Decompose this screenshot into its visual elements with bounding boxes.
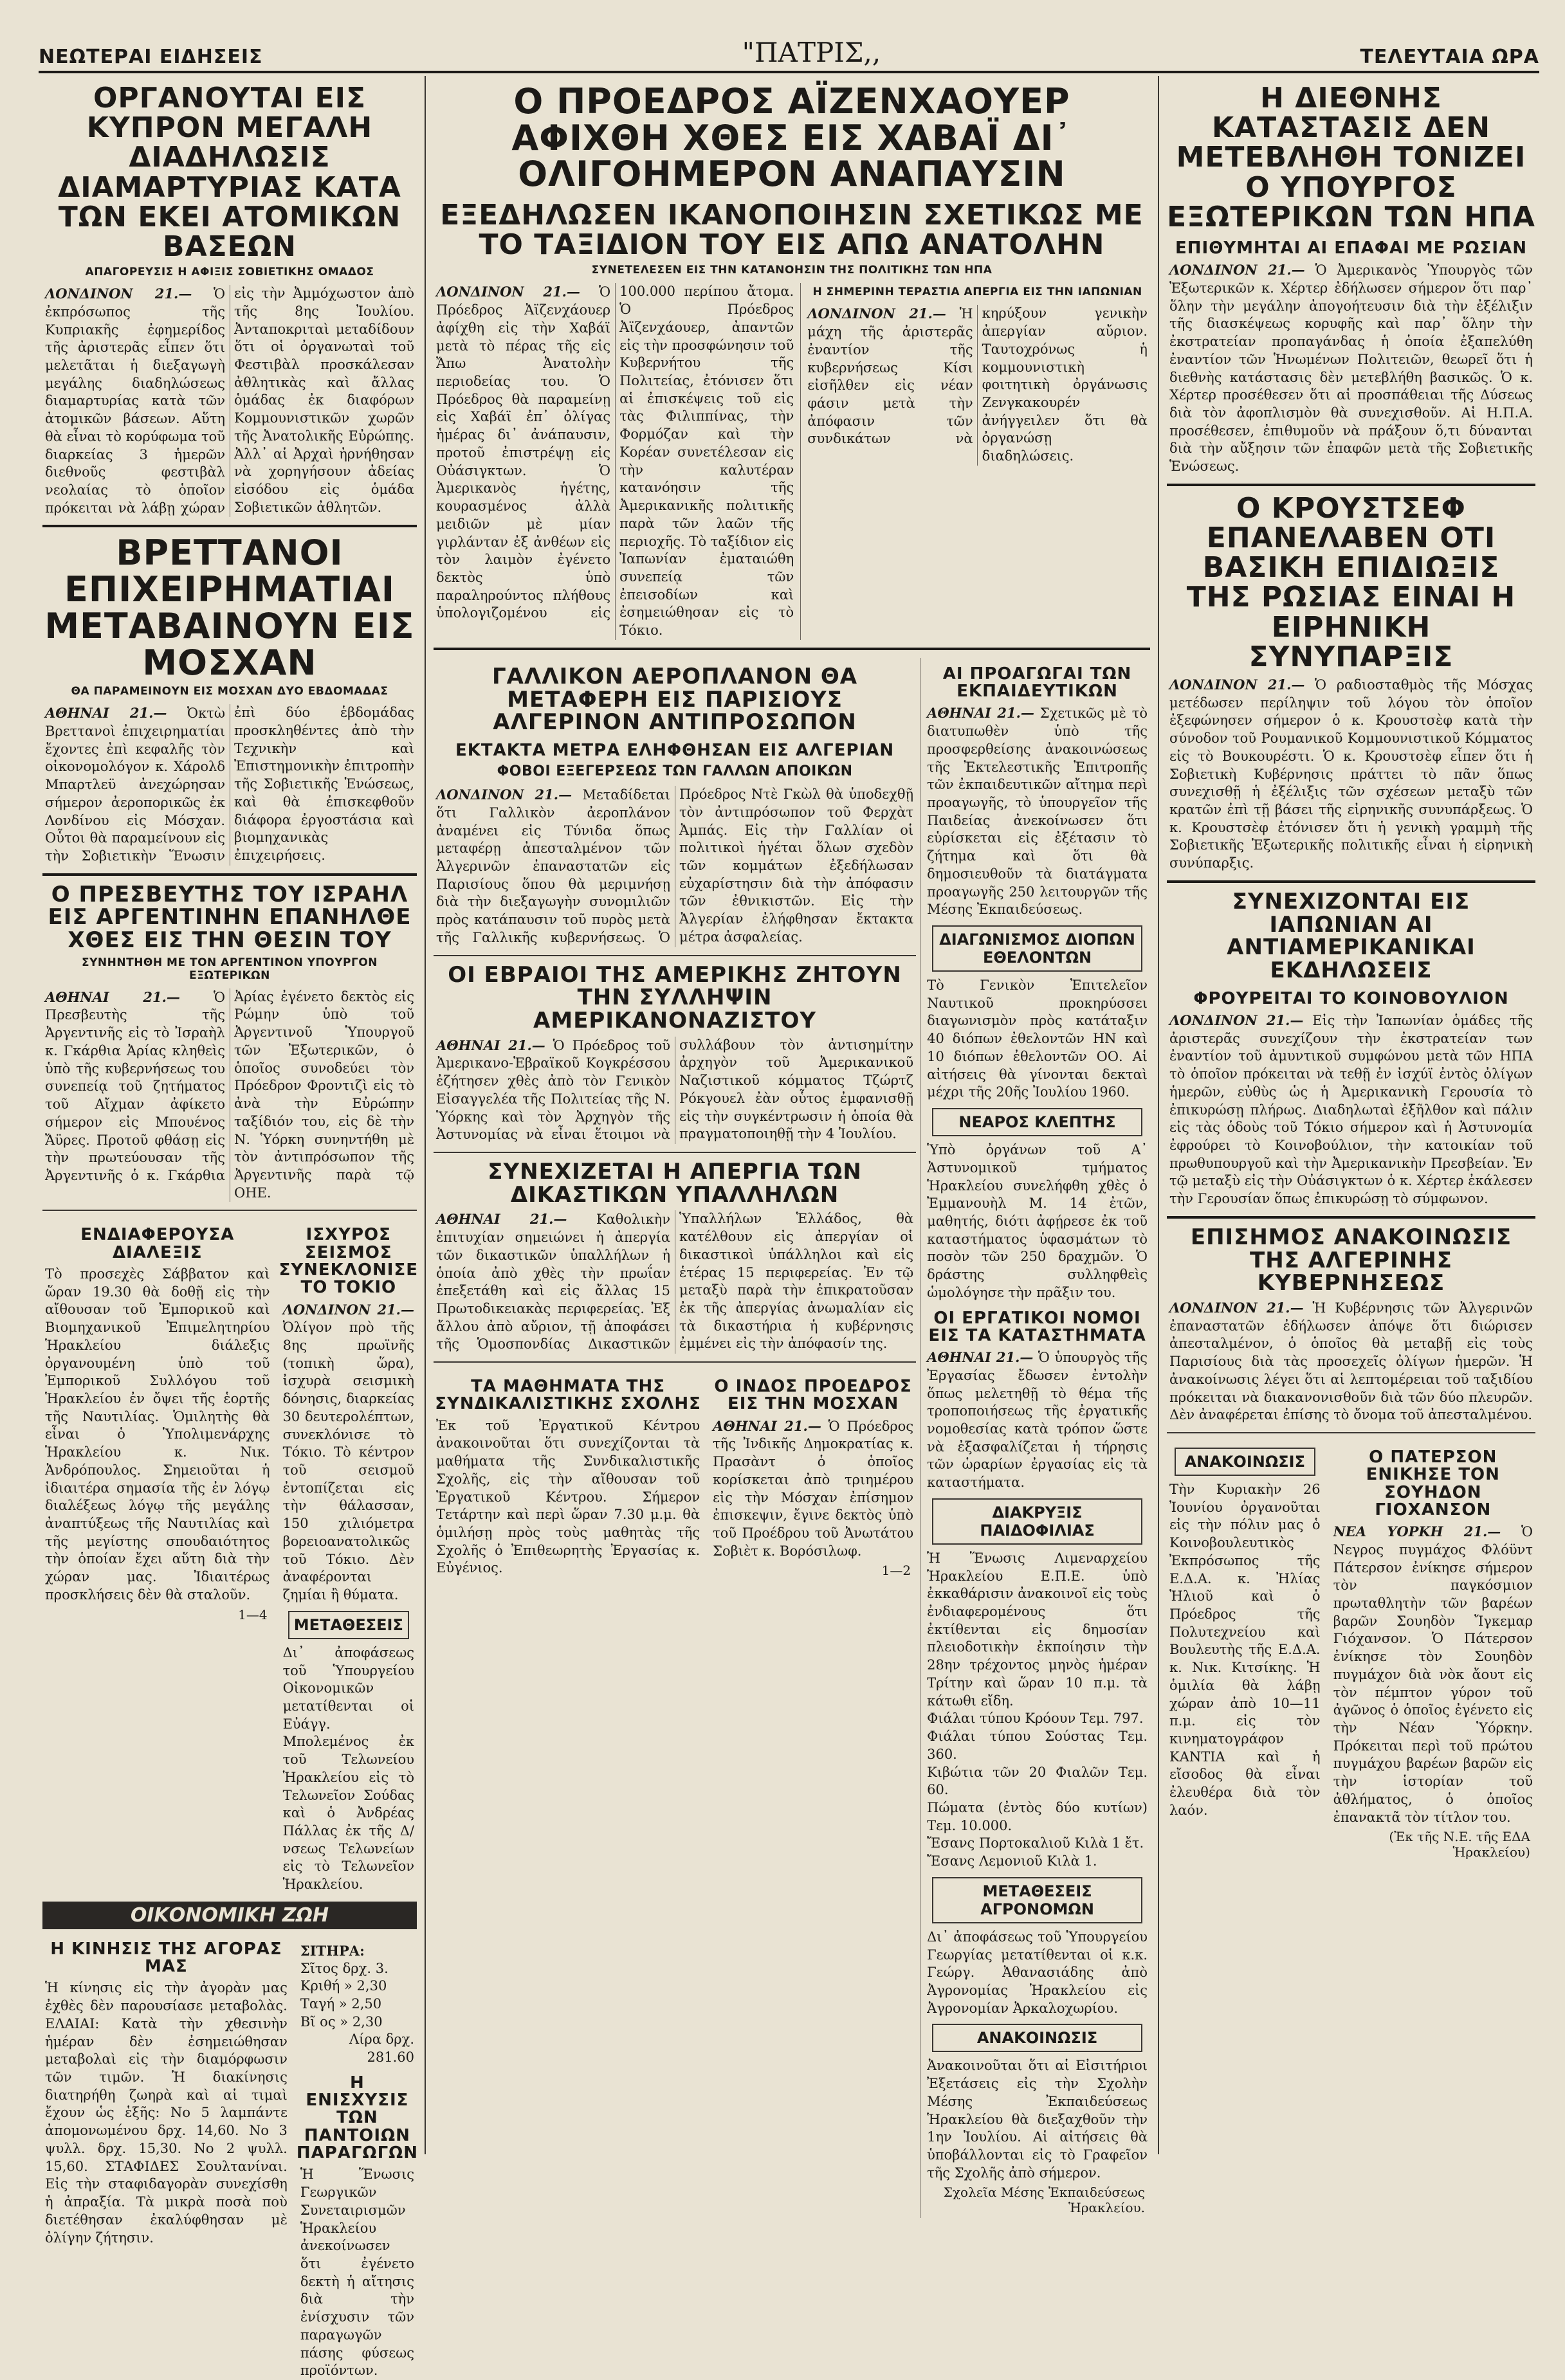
divider	[434, 648, 1150, 650]
grain-row: Κριθή » 2,30	[300, 1978, 387, 1994]
dateline: ΛΟΝΔΙΝΟΝ 21.—	[807, 305, 946, 322]
article-body	[927, 1349, 1148, 1492]
grain-row: Σῖτος δρχ. 3.	[300, 1960, 389, 1976]
center-lower	[430, 658, 1154, 2219]
article-body: Ἡ Ἕνωσις Γεωργικῶν Συνεταιρισμῶν Ἡρακλείου ἀνεκοίνωσεν ὅτι ἐγένετο δεκτὴ ἡ αἴτησις διὰ τὴν ἐνίσχυσιν τῶν παραγωγῶν πάσης φύσεως προϊόντων.	[300, 2167, 414, 2379]
article-signature: Σχολεῖα Μέσης Ἐκπαιδεύσεως Ἡρακλείου.	[943, 2185, 1145, 2216]
article-teachers	[920, 666, 1154, 919]
headline: ΓΑΛΛΙΚΟΝ ΑΕΡΟΠΛΑΝΟΝ ΘΑ ΜΕΤΑΦΕΡΗ ΕΙΣ ΠΑΡΙΣΙΟΥΣ ΑΛΓΕΡΙΝΟΝ ΑΝΤΙΠΡΟΣΩΠΟΝ	[491, 663, 858, 736]
center-lower-right	[920, 658, 1154, 2219]
list-item: Φιάλαι τύπου Σούστας Τεμ. 360.	[927, 1729, 1148, 1762]
article-international	[1163, 84, 1539, 476]
page-header	[39, 23, 1539, 68]
divider	[434, 1361, 916, 1363]
subheadline: ΕΠΙΘΥΜΗΤΑΙ ΑΙ ΕΠΑΦΑΙ ΜΕ ΡΩΣΙΑΝ	[1175, 238, 1527, 258]
boxed-headline: ΑΝΑΚΟΙΝΩΣΙΣ	[932, 2024, 1142, 2052]
article-body	[1169, 1012, 1533, 1208]
article-text: Ἡ μάχη τῆς ἀριστερᾶς ἐναντίον τῆς κυβερνήσεως Κίσι εἰσῆλθεν εἰς νέαν φάσιν μετὰ τὴν ἀπόφασιν τῶν συνδικάτων νὰ κηρύξουν γενικὴν ἀπεργίαν αὔριον. Ταυτοχρόνως ἡ κομμουνιστικὴ φοιτητικὴ ὀργάνωσις Ζενγκακουρέν ἀνήγγειλεν ὅτι θὰ ὀργανώσῃ διαδηλώσεις.	[807, 305, 1148, 464]
article-algerian-govt	[1163, 1226, 1539, 1424]
subheadline: ΣΥΝΕΤΕΛΕΣΕΝ ΕΙΣ ΤΗΝ ΚΑΤΑΝΟΗΣΙΝ ΤΗΣ ΠΟΛΙΤΙΚΗΣ ΤΩΝ ΗΠΑ	[591, 264, 993, 277]
article-announcement	[1163, 1441, 1327, 1862]
article-body: Ἡ Ἕνωσις Λιμεναρχείου Ἡρακλείου Ε.Π.Ε. ὑπὸ ἐκκαθάρισιν ἀνακοινοῖ εἰς τοὺς ἐνδιαφερομένους ὅτι ἐκτίθενται εἰς δημοσίαν πλειοδοτικὴν ἐκποίησιν τὴν 28ην τρέχοντος μηνὸς ἡμέραν Τρίτην καὶ ὥραν 10 π.μ. τὰ κάτωθι εἴδη.	[927, 1550, 1148, 1709]
article-signature: (Ἐκ τῆς Ν.Ε. τῆς ΕΔΑ Ἡρακλείου)	[1389, 1829, 1530, 1860]
headline: Ο ΚΡΟΥΣΤΣΕΦ ΕΠΑΝΕΛΑΒΕΝ ΟΤΙ ΒΑΣΙΚΗ ΕΠΙΔΙΩΞΙΣ ΤΗΣ ΡΩΣΙΑΣ ΕΙΝΑΙ Η ΕΙΡΗΝΙΚΗ ΣΥΝΥΠΑΡΞΙΣ	[1186, 491, 1516, 673]
dateline: ΛΟΝΔΙΝΟΝ 21.—	[45, 286, 192, 302]
header-rule	[39, 71, 1539, 73]
headline: ΕΞΕΔΗΛΩΣΕΝ ΙΚΑΝΟΠΟΙΗΣΙΝ ΣΧΕΤΙΚΩΣ ΜΕ ΤΟ ΤΑΞΙΔΙΟΝ ΤΟΥ ΕΙΣ ΑΠΩ ΑΝΑΤΟΛΗΝ	[440, 199, 1144, 262]
article-text: Ὀλίγον πρὸ τῆς 8ης πρωϊνῆς (τοπικὴ ὥρα), ἰσχυρὰ σεισμικὴ δόνησις, διαρκείας 30 δευτερολέπτων, συνεκλόνισε τὸ Τόκιο. Τὸ κέντρον τοῦ σεισμοῦ ἐντοπίζεται εἰς τὴν θάλασσαν, 150 χιλιόμετρα βορειοανατολικῶς τοῦ Τόκιο. Δὲν ἀναφέρονται ζημίαι ἢ θύματα.	[282, 1320, 414, 1603]
right-stack	[277, 1219, 421, 1893]
headline: ΒΡΕΤΤΑΝΟΙ ΕΠΙΧΕΙΡΗΜΑΤΙΑΙ ΜΕΤΑΒΑΙΝΟΥΝ ΕΙΣ ΜΟΣΧΑΝ	[44, 532, 415, 683]
article-american-jews	[430, 961, 920, 1144]
headline: Ο ΠΡΟΕΔΡΟΣ ΑΪΖΕΝΧΑΟΥΕΡ ΑΦΙΧΘΗ ΧΘΕΣ ΕΙΣ ΧΑΒΑΪ ΔΙ᾽ ΟΛΙΓΟΗΜΕΡΟΝ ΑΝΑΠΑΥΣΙΝ	[511, 81, 1072, 195]
grain-title: ΣΙΤΗΡΑ:	[300, 1942, 365, 1959]
masthead: "ΠΑΤΡΙΣ,,	[742, 37, 881, 68]
divider	[434, 955, 916, 956]
boxed-headline: ΜΕΤΑΘΕΣΕΙΣ ΑΓΡΟΝΟΜΩΝ	[932, 1877, 1142, 1923]
article-body: Ἐκ τοῦ Ἐργατικοῦ Κέντρου ἀνακοινοῦται ὅτι συνεχίζονται τὰ μαθήματα τῆς Συνδικαλιστικῆς Σχολῆς, εἰς τὴν αἴθουσαν τοῦ Ἐργατικοῦ Κέντρου. Σήμερον Τετάρτην καὶ περὶ ὥραν 7.30 μ.μ. θὰ ὁμιλήσῃ πρὸς τοὺς μαθητὰς τῆς Σχολῆς ὁ Ἐπιθεωρητὴς Ἐργασίας κ. Εὐγένιος.	[436, 1417, 700, 1576]
japan-box	[800, 283, 1154, 639]
divider	[434, 1152, 916, 1153]
article-text: Ὁ ὑπουργὸς τῆς Ἐργασίας ἔδωσεν ἐντολὴν ὅπως μελετηθῇ τὸ θέμα τῆς τροποποιήσεως τῆς ἐργατικῆς νομοθεσίας κατὰ τρόπον ὥστε νὰ ἐξασφαλίζεται ἡ τήρησις τῶν ὡραρίων ἐργασίας εἰς τὰ καταστήματα.	[927, 1350, 1148, 1491]
list-item: Πώματα (ἐντὸς δύο κυτίων) Τεμ. 10.000.	[927, 1799, 1148, 1833]
article-body	[45, 988, 414, 1203]
article-body: Δι᾽ ἀποφάσεως τοῦ Ὑπουργείου Γεωργίας μετατίθενται οἱ κ.κ. Γεώργ. Ἀθανασιάδης ἀπὸ Ἀγρονομίας Ἡρακλείου εἰς Ἀγρονομίαν Ἀρκαλοχωρίου.	[927, 1929, 1148, 2016]
subheadline: ΣΥΝΗΝΤΗΘΗ ΜΕ ΤΟΝ ΑΡΓΕΝΤΙΝΟΝ ΥΠΟΥΡΓΟΝ ΕΞΩΤΕΡΙΚΩΝ	[82, 956, 378, 982]
headline: ΑΙ ΠΡΟΑΓΩΓΑΙ ΤΩΝ ΕΚΠΑΙΔΕΥΤΙΚΩΝ	[942, 664, 1132, 702]
section-label-right: ΤΕΛΕΥΤΑΙΑ ΩΡΑ	[1360, 46, 1539, 68]
article-body	[807, 305, 1148, 465]
article-body: Τὸ προσεχὲς Σάββατον καὶ ὥραν 19.30 θὰ δοθῇ εἰς τὴν αἴθουσαν τοῦ Ἐμπορικοῦ καὶ Βιομηχανικοῦ Ἐπιμελητηρίου Ἡρακλείου διάλεξις ὀργανουμένη ὑπὸ τοῦ Ἐμπορικοῦ Συλλόγου τοῦ Ἡρακλείου ἐν ὄψει τῆς ἑορτῆς τῆς Ναυτιλίας. Ὁμιλητὴς θὰ εἶναι ὁ Ὑπολιμενάρχης Ἡρακλείου κ. Νικ. Ἀνδρόπουλος. Σημειοῦται ἡ ἰδιαιτέρα σημασία τῆς ἐν λόγῳ διαλέξεως λόγῳ τῆς μεγάλης ἀναπτύξεως τῆς Ναυτιλίας καὶ τῆς μεγίστης σπουδαιότητος τὴν ὁποίαν ἔχει αὕτη διὰ τὴν χώραν μας. Ἰδιαιτέρως προσκλήσεις δὲν θὰ σταλοῦν.	[45, 1266, 270, 1603]
divider	[1167, 880, 1535, 883]
grain-row: Ταγή » 2,50	[300, 1996, 382, 2012]
headline: ΙΣΧΥΡΟΣ ΣΕΙΣΜΟΣ ΣΥΝΕΚΛΟΝΙΣΕ ΤΟ ΤΟΚΙΟ	[279, 1225, 418, 1298]
eisenhower-row	[430, 283, 1154, 639]
list-item: Ἔσανς Λεμονιοῦ Κιλὰ 1.	[927, 1853, 1097, 1869]
dateline: ΝΕΑ ΥΟΡΚΗ 21.—	[1333, 1523, 1501, 1540]
two-article-row	[39, 1219, 421, 1893]
article-body	[927, 704, 1148, 919]
grain-table	[294, 1933, 421, 2380]
dateline: ΑΘΗΝΑΙ 21.—	[436, 1211, 567, 1228]
article-union-school	[430, 1370, 706, 1581]
gold-price: Λίρα δρχ. 281.60	[349, 2031, 414, 2066]
article-signature: 1—4	[238, 1606, 268, 1622]
article-lecture	[39, 1219, 277, 1893]
dateline: ΑΘΗΝΑΙ 21.—	[45, 705, 167, 722]
article-signature: 1—2	[881, 1563, 911, 1579]
divider	[42, 1210, 417, 1211]
column-rule	[1158, 76, 1159, 2154]
article-body	[436, 1210, 913, 1354]
headline: ΣΥΝΕΧΙΖΕΤΑΙ Η ΑΠΕΡΓΙΑ ΤΩΝ ΔΙΚΑΣΤΙΚΩΝ ΥΠΑΛΛΗΛΩΝ	[488, 1159, 862, 1208]
subheadline: Η ΣΗΜΕΡΙΝΗ ΤΕΡΑΣΤΙΑ ΑΠΕΡΓΙΑ ΕΙΣ ΤΗΝ ΙΑΠΩΝΙΑΝ	[812, 286, 1142, 299]
economy-row	[39, 1933, 421, 2380]
article-text: Ἡ Κυβέρνησις τῶν Ἀλγερινῶν ἐπαναστατῶν ἐδήλωσεν ἀπόψε ὅτι διώρισεν ἀπεσταλμένον, ὁ ὁποῖος θὰ μεταβῇ εἰς τοὺς Παρισίους διὰ τὰς προσεχεῖς ὀλίγων ἡμερῶν. Ἡ ἀνακοίνωσις λέγει ὅτι αἱ λεπτομέρειαι τοῦ ταξιδίου πρόκειται νὰ διακανονισθοῦν διὰ τῶν δύο πλευρῶν. Δὲν ἀναφέρεται ἐπίσης τὸ ὄνομα τοῦ ἀπεσταλμένου.	[1169, 1300, 1533, 1423]
headline: ΤΑ ΜΑΘΗΜΑΤΑ ΤΗΣ ΣΥΝΔΙΚΑΛΙΣΤΙΚΗΣ ΣΧΟΛΗΣ	[435, 1377, 701, 1414]
article-body	[436, 786, 913, 947]
boxed-headline: ΝΕΑΡΟΣ ΚΛΕΠΤΗΣ	[932, 1108, 1142, 1136]
subheadline: ΘΑ ΠΑΡΑΜΕΙΝΟΥΝ ΕΙΣ ΜΟΣΧΑΝ ΔΥΟ ΕΒΔΟΜΑΔΑΣ	[71, 685, 389, 698]
article-body	[1169, 1299, 1533, 1424]
headline: ΕΠΙΣΗΜΟΣ ΑΝΑΚΟΙΝΩΣΙΣ ΤΗΣ ΑΛΓΕΡΙΝΗΣ ΚΥΒΕΡΝΗΣΕΩΣ	[1190, 1224, 1512, 1296]
article-text: Εἰς τὴν Ἰαπωνίαν ὁμάδες τῆς ἀριστερᾶς συνεχίζουν τὴν ἐκστρατείαν των ἐναντίον τοῦ ἀμυντικοῦ συμφώνου μετὰ τῶν ΗΠΑ τὸ ὁποῖον πρόκειται νὰ τεθῇ ἐν ἰσχύϊ ἐντὸς ὀλίγων ἡμερῶν, εὐθὺς ὡς ἡ Ἀμερικανικὴ Γερουσία τὸ ἐπικυρώσῃ πλήρως. Διαδηλωταὶ ἐξῆλθον καὶ πάλιν εἰς τὰς ὁδοὺς τοῦ Τόκιο σήμερον καὶ ἡ Ἀστυνομία ἐφρούρει τὸ Κοινοβούλιον, τὴν κατοικίαν τοῦ πρωθυπουργοῦ καὶ τὴν Ἀμερικανικὴν Πρεσβείαν. Ἐν τῷ μεταξὺ εἰς τὴν Οὐάσιγκτων ὁ κ. Χέρτερ ἐκάλεσεν τὴν Γερουσίαν ὅπως ἐπικυρώσῃ τὸ σύμφωνον.	[1169, 1012, 1533, 1207]
dateline: ΑΘΗΝΑΙ 21.—	[436, 1037, 545, 1053]
article-body	[283, 1301, 414, 1604]
dateline: ΛΟΝΔΙΝΟΝ 21.—	[1169, 1012, 1304, 1028]
divider	[42, 873, 417, 876]
section-label-left: ΝΕΩΤΕΡΑΙ ΕΙΔΗΣΕΙΣ	[39, 46, 263, 68]
dateline: ΛΟΝΔΙΝΟΝ 21.—	[1169, 1299, 1304, 1316]
article-text: Ὁ Πρόεδρος τοῦ Ἀμερικανο-Ἑβραϊκοῦ Κογκρέσσου ἐζήτησεν χθὲς ἀπὸ τὸν Γενικὸν Εἰσαγγελέα τῆς Πολιτείας τῆς Ν. Ὑόρκης καὶ τὸν Ἀρχηγὸν τῆς Ἀστυνομίας νὰ εἶναι ἕτοιμοι νὰ συλλάβουν τὸν ἀντισημίτην ἀρχηγὸν τοῦ Ἀμερικανικοῦ Ναζιστικοῦ κόμματος Τζώρτζ Ρόκγουελ ἐὰν οὗτος ἐμφανισθῇ εἰς τὴν συγκέντρωσιν ἡ ὁποία θὰ πραγματοποιηθῇ τὴν 4 Ἰουλίου.	[436, 1037, 914, 1143]
dateline: ΛΟΝΔΙΝΟΝ 21.—	[1169, 676, 1305, 693]
headline: ΕΝΔΙΑΦΕΡΟΥΣΑ ΔΙΑΛΕΞΙΣ	[80, 1225, 235, 1262]
article-french-plane	[430, 663, 920, 947]
article-body	[1169, 261, 1533, 476]
boxed-headline: ΔΙΑΓΩΝΙΣΜΟΣ ΔΙΟΠΩΝ ΕΘΕΛΟΝΤΩΝ	[932, 925, 1142, 972]
article-quake	[277, 1226, 421, 1604]
article-japan-protests	[1163, 888, 1539, 1208]
article-text: Ὁ ἐκπρόσωπος τῆς Κυπριακῆς ἐφημερίδος τῆς ἀριστερᾶς εἶπεν ὅτι μελετᾶται ἡ διεξαγωγὴ μεγάλης διαδηλώσεως διαμαρτυρίας κατὰ τῶν ἀτομικῶν βάσεων. Αὕτη θὰ εἶναι τὸ κορύφωμα τοῦ διαρκείας 3 ἡμερῶν διεθνοῦς φεστιβὰλ νεολαίας τὸ ὁποῖον πρόκειται νὰ λάβῃ χώραν εἰς τὴν Ἀμμόχωστον ἀπὸ τῆς 8ης Ἰουλίου. Ἀνταποκριταὶ μεταδίδουν ὅτι οἱ ὀργανωταὶ τοῦ Φεστιβὰλ προσκάλεσαν ἀθλητικὰς καὶ ἄλλας ὁμάδας ἐκ διαφόρων Κομμουνιστικῶν χωρῶν τῆς Ἀνατολικῆς Εὐρώπης. Ἀλλ᾽ αἱ Ἀρχαὶ ἠρνήθησαν νὰ χορηγήσουν ἀδείας εἰσόδου εἰς ὁμάδα Σοβιετικῶν ἀθλητῶν.	[45, 286, 414, 516]
article-body	[45, 285, 414, 517]
article-text: Καθολικὴν ἐπιτυχίαν σημειώνει ἡ ἀπεργία τῶν δικαστικῶν ὑπαλλήλων ἡ ὁποία ἀπὸ χθὲς τὴν πρωΐαν ἐπεξετάθη καὶ εἰς ἄλλας 15 Πρωτοδικειακὰς περιφερείας. Ἐξ ἄλλου ἀπὸ αὔριον, τῇ ἀποφάσει τῆς Ὁμοσπονδίας Δικαστικῶν Ὑπαλλήλων Ἑλλάδος, θὰ κατέλθουν εἰς ἀπεργίαν οἱ δικαστικοὶ ὑπάλληλοι καὶ εἰς ἑτέρας 15 περιφερείας. Ἐν τῷ μεταξὺ παρὰ τὴν ἐπικρατοῦσαν ἐκ τῆς ἀπεργίας ἀνωμαλίαν εἰς τὰ δικαστήρια ἡ κυβέρνησις ἐμμένει εἰς τὴν ἀπόφασίν της.	[436, 1211, 914, 1352]
article-body	[436, 1037, 913, 1144]
right-bottom-row	[1163, 1441, 1539, 1862]
headline: ΟΡΓΑΝΟΥΤΑΙ ΕΙΣ ΚΥΠΡΟΝ ΜΕΓΑΛΗ ΔΙΑΔΗΛΩΣΙΣ ΔΙΑΜΑΡΤΥΡΙΑΣ ΚΑΤΑ ΤΩΝ ΕΚΕΙ ΑΤΟΜΙΚΩΝ ΒΑΣΕΩΝ	[58, 82, 401, 263]
article-body	[1333, 1523, 1533, 1826]
divider	[1167, 1216, 1535, 1219]
article-body: Τὴν Κυριακὴν 26 Ἰουνίου ὀργανοῦται εἰς τὴν πόλιν μας ὁ Κοινοβουλευτικὸς Ἐκπρόσωπος τῆς Ε.Δ.Α. κ. Ἠλίας Ἠλιοῦ καὶ ὁ Πρόεδρος τῆς Πολυτεχνείου καὶ Βουλευτὴς τῆς Ε.Δ.Α. κ. Νικ. Κιτσίκης. Ἡ ὁμιλία θὰ λάβῃ χώραν ἀπὸ 10—11 π.μ. εἰς τὸν κινηματογράφον ΚΑΝΤΙΑ καὶ ἡ εἴσοδος θὰ εἶναι ἐλευθέρα διὰ τὸν λαόν.	[1169, 1481, 1321, 1818]
article-body	[45, 704, 414, 865]
article-eisenhower	[430, 81, 1154, 640]
headline: ΕΚΤΑΚΤΑ ΜΕΤΡΑ ΕΛΗΦΘΗΣΑΝ ΕΙΣ ΑΛΓΕΡΙΑΝ	[455, 740, 895, 760]
article-text: Ὀκτὼ Βρεττανοὶ ἐπιχειρηματίαι ἔχοντες ἐπὶ κεφαλῆς τὸν οἰκονομολόγον κ. Χάρολδ Μπαρτλεϋ ἀνεχώρησαν σήμερον ἀεροπορικῶς ἐκ Λονδίνου εἰς Μόσχαν. Οὗτοι θὰ παραμείνουν εἰς τὴν Σοβιετικὴν Ἕνωσιν ἐπὶ δύο ἑβδομάδας προσκληθέντες ἀπὸ τὴν Τεχνικὴν καὶ Ἐπιστημονικὴν ἐπιτροπὴν τῆς Σοβιετικῆς Ἑνώσεως, καὶ θὰ ἐπισκεφθοῦν διάφορα ἐργοστάσια καὶ βιομηχανικὰς ἐπιχειρήσεις.	[45, 705, 414, 864]
article-text: Μεταδίδεται ὅτι Γαλλικὸν ἀεροπλάνον ἀναμένει εἰς Τύνιδα ὅπως μεταφέρῃ ἀπεσταλμένον τῶν Ἀλγερινῶν ἐπαναστατῶν εἰς Παρισίους ὅπου θὰ μεριμνήσῃ διὰ τὴν διεξαγωγὴν συνομιλιῶν πρὸς κατάπαυσιν τοῦ πυρὸς μετὰ τῆς Γαλλικῆς κυβερνήσεως. Ὁ Πρόεδρος Ντὲ Γκὼλ θὰ ὑποδεχθῇ τὸν ἀντιπρόσωπον τοῦ Φερχὰτ Ἀμπάς. Εἰς τὴν Γαλλίαν οἱ πολιτικοὶ ἡγέται ὅλων σχεδὸν τῶν κομμάτων ἐξεδήλωσαν εὐχαρίστησιν διὰ τὴν ἀπόφασιν τῶν ἐθνικιστῶν. Εἰς τὴν Ἀλγερίαν ἐλήφθησαν ἔκτακτα μέτρα ἀσφαλείας.	[436, 786, 914, 945]
headline: ΟΙ ΕΡΓΑΤΙΚΟΙ ΝΟΜΟΙ ΕΙΣ ΤΑ ΚΑΤΑΣΤΗΜΑΤΑ	[928, 1308, 1146, 1345]
article-britain	[39, 532, 421, 865]
article-text: Ὁ Νεγρος πυγμάχος Φλόϋντ Πάτερσον ἐνίκησε σήμερον τὸν παγκόσμιον πρωταθλητὴν τῶν βαρέων βαρῶν Σουηδὸν Ἴγκεμαρ Γιόχανσον. Ὁ Πάτερσον ἐνίκησε τὸν Σουηδὸν πυγμάχον διὰ νὸκ ἄουτ εἰς τὸν πέμπτον γύρον τοῦ ἀγῶνος ὁ ὁποῖος ἐγένετο εἰς τὴν Νέαν Ὑόρκην. Πρόκειται περὶ τοῦ πρώτου πυγμάχου βαρέων βαρῶν εἰς τὴν ἱστορίαν τοῦ ἀθλήματος, ὁ ὁποῖος ἐπανακτᾶ τὸν τίτλον του.	[1333, 1524, 1533, 1825]
boxed-headline: ΑΝΑΚΟΙΝΩΣΙΣ	[1175, 1448, 1315, 1476]
dateline: ΑΘΗΝΑΙ 21.—	[927, 705, 1034, 722]
article-text: Ὁ Πρόεδρος τῆς Ἰνδικῆς Δημοκρατίας κ. Πρασὰντ ὁ ὁποῖος κορίσκεται ἀπὸ τριημέρου εἰς τὴν Μόσχαν ἐπίσημον ἐπισκεψιν, ἔγινε δεκτὸς ὑπὸ τοῦ Προέδρου τοῦ Ἀνωτάτου Σοβιὲτ κ. Βορόσιλωφ.	[713, 1418, 914, 1559]
left-column	[39, 76, 421, 2379]
headline: Ο ΠΡΕΣΒΕΥΤΗΣ ΤΟΥ ΙΣΡΑΗΛ ΕΙΣ ΑΡΓΕΝΤΙΝΗΝ ΕΠΑΝΗΛΘΕ ΧΘΕΣ ΕΙΣ ΤΗΝ ΘΕΣΙΝ ΤΟΥ	[48, 881, 412, 954]
subheadline: ΦΡΟΥΡΕΙΤΑΙ ΤΟ ΚΟΙΝΟΒΟΥΛΙΟΝ	[1193, 988, 1509, 1008]
dateline: ΑΘΗΝΑΙ 21.—	[927, 1349, 1034, 1366]
section-bar: ΟΙΚΟΝΟΜΙΚΗ ΖΩΗ	[42, 1902, 417, 1929]
article-text: Ὁ Ἀμερικανὸς Ὑπουργὸς τῶν Ἐξωτερικῶν κ. Χέρτερ ἐδήλωσεν σήμερον ὅτι παρ᾽ ὅλην τὴν μεγάλην ἀπογοήτευσιν διὰ τὴν ἐξέλιξιν τῆς διασκέψεως κορυφῆς καὶ παρ᾽ ὅλην τὴν ἐκστρατείαν προπαγάνδας ἡ ὁποία ἐξαπελύθη ἐναντίον τῶν Ἡνωμένων Πολιτειῶν, θεωρεῖ ὅτι ἡ διεθνὴς κατάστασις δὲν μετεβλήθη βασικῶς. Ὁ κ. Χέρτερ προσέθεσεν ὅτι αἱ προσπάθειαι τῆς Δύσεως διὰ τὸν ἀφοπλισμὸν θὰ συνεχισθοῦν. Αἱ Η.Π.Α. προσέθεσεν, ἐπιθυμοῦν νὰ πράξουν ὅ,τι δύνανται διὰ τὴν αὔξησιν τῶν ἐπαφῶν μετὰ τῆς Σοβιετικῆς Ἑνώσεως.	[1169, 262, 1533, 475]
divider	[1167, 1432, 1535, 1433]
article-body: Ἡ κίνησις εἰς τὴν ἀγορὰν μας ἐχθὲς δὲν παρουσίασε μεταβολὰς. ΕΛΑΙΑΙ: Κατὰ τὴν χθεσινὴν ἡμέραν δὲν ἐσημειώθησαν μεταβολαὶ εἰς τὴν διαμόρφωσιν τῶν τιμῶν. Ἡ διακίνησις διατηρήθη ζωηρὰ καὶ αἱ τιμαὶ ἔχουν ὡς ἑξῆς: Νο 5 λαμπάντε ἀπομονωμένου δρχ. 14,60. Νο 3 ψυλλ. δρχ. 15,30. Νο 2 ψυλλ. 15,60. ΣΤΑΦΙΔΕΣ Σουλτανίναι. Εἰς τὴν σταφιδαγορὰν συνεχίσθη ἡ ἀπραξία. Τὰ μικρὰ ποσὰ ποὺ διετέθησαν ἐκαλύφθησαν μὲ ὀλίγην ζήτησιν.	[45, 1980, 288, 2246]
column-rule	[425, 76, 426, 2154]
boxed-headline: ΔΙΑΚΡΥΞΙΣ ΠΑΙΔΟΦΙΛΙΑΣ	[932, 1498, 1142, 1545]
article-text: Ὁ ραδιοσταθμὸς τῆς Μόσχας μετέδωσεν περίληψιν τοῦ λόγου τὸν ὁποῖον ἐξεφώνησεν σήμερον ὁ κ. Κρουστσὲφ κατὰ τὴν σύνοδον τοῦ Ρουμανικοῦ Κομμουνιστικοῦ Κόμματος εἰς τὸ Βουκουρέστι. Ὁ κ. Κρουστσὲφ εἶπεν ὅτι ἡ Σοβιετικὴ Κυβέρνησις πράττει τὸ πᾶν ὅπως συνεχισθῇ ἡ ἐξέλιξις τῶν σχέσεων μεταξὺ τῶν κρατῶν ἐπὶ τῇ βάσει τῆς εἰρηνικῆς συνυπάρξεως. Ὁ κ. Κρουστσὲφ ἐτόνισεν ὅτι ἡ γενικὴ γραμμὴ τῆς Σοβιετικῆς Ἐξωτερικῆς πολιτικῆς εἶναι ἡ εἰρηνικὴ συνύπαρξις.	[1169, 677, 1533, 871]
article-body: Τὸ Γενικὸν Ἐπιτελεῖον Ναυτικοῦ προκηρύσσει διαγωνισμὸν πρὸς κατάταξιν 40 διόπων ἐθελοντῶν ΗΝ καὶ 10 διόπων ἐθελοντῶν ΟΟ. Αἱ αἰτήσεις θὰ γίνονται δεκταὶ μέχρι τῆς 20ῆς Ἰουλίου 1960.	[927, 977, 1148, 1100]
article-body: Δι᾽ ἀποφάσεως τοῦ Ὑπουργείου Οἰκονομικῶν μετατίθενται οἱ Εὐάγγ. Μπολεμένος ἐκ τοῦ Τελωνείου Ἡρακλείου εἰς τὸ Τελωνεῖον Σούδας καὶ ὁ Ἀνδρέας Πάλλας ἐκ τῆς Δ/νσεως Τελωνείων εἰς τὸ Τελωνεῖον Ἡρακλείου.	[282, 1644, 414, 1893]
article-court-strike	[430, 1161, 920, 1354]
list-item: Ἔσανς Πορτοκαλιοῦ Κιλὰ 1 ἔτ.	[927, 1835, 1144, 1851]
dateline: ΛΟΝΔΙΝΟΝ 21.—	[1169, 262, 1305, 278]
dateline: ΑΘΗΝΑΙ 21.—	[713, 1417, 821, 1434]
article-indian-president	[706, 1370, 920, 1581]
headline: ΟΙ ΕΒΡΑΙΟΙ ΤΗΣ ΑΜΕΡΙΚΗΣ ΖΗΤΟΥΝ ΤΗΝ ΣΥΛΛΗΨΙΝ ΑΜΕΡΙΚΑΝΟΝΑΖΙΣΤΟΥ	[448, 961, 902, 1034]
article-text: Σχετικῶς μὲ τὸ διατυπωθὲν ὑπὸ τῆς προσφερθείσης ἀνακοινώσεως τῆς Ἐκτελεστικῆς Ἐπιτροπῆς τῶν ἐκπαιδευτικῶν αἴτημα περὶ προαγωγῆς, τὸ ὑπουργεῖον τῆς Παιδείας ἀνεκοίνωσεν ὅτι εὑρίσκεται εἰς ἐξέτασιν τὸ ζήτημα καὶ ὅτι θὰ δημοσιευθοῦν τὰ διατάγματα προαγωγῆς 250 λειτουργῶν τῆς Μέσης Ἐκπαιδεύσεως.	[927, 705, 1148, 918]
article-body	[713, 1417, 913, 1561]
dateline: ΛΟΝΔΙΝΟΝ 21.—	[436, 786, 572, 803]
headline: ΣΥΝΕΧΙΖΟΝΤΑΙ ΕΙΣ ΙΑΠΩΝΙΑΝ ΑΙ ΑΝΤΙΑΜΕΡΙΚΑΝΙΚΑΙ ΕΚΔΗΛΩΣΕΙΣ	[1227, 888, 1476, 983]
article-body	[436, 283, 794, 639]
subheadline: ΦΟΒΟΙ ΕΞΕΓΕΡΣΕΩΣ ΤΩΝ ΓΑΛΛΩΝ ΑΠΟΙΚΩΝ	[497, 763, 853, 780]
headline: Η ΚΙΝΗΣΙΣ ΤΗΣ ΑΓΟΡΑΣ ΜΑΣ	[50, 1939, 282, 1977]
list-item: Κιβώτια τῶν 20 Φιαλῶν Τεμ. 60.	[927, 1764, 1148, 1798]
boxed-headline: ΜΕΤΑΘΕΣΕΙΣ	[288, 1611, 409, 1639]
center-column	[430, 76, 1154, 2216]
article-body	[1169, 676, 1533, 873]
center-lower-left	[430, 658, 920, 2219]
article-text: Ὁ Πρόεδρος Ἀϊζενχάουερ ἀφίχθη εἰς τὴν Χαβάϊ μετὰ τὸ πέρας τῆς εἰς Ἄπω Ἀνατολὴν περιοδείας του. Ὁ Πρόεδρος θὰ παραμείνῃ εἰς Χαβάϊ ἐπ᾽ ὀλίγας ἡμέρας δι᾽ ἀνάπαυσιν, προτοῦ ἐπιστρέψῃ εἰς Οὐάσιγκτων. Ὁ Ἀμερικανὸς ἡγέτης, κουρασμένος ἀλλὰ μειδιῶν μὲ μίαν γιρλάνταν ἐξ ἀνθέων εἰς τὸν λαιμὸν ἐγένετο δεκτὸς ὑπὸ παραληρούντος πλήθους ὑπολογιζομένου εἰς 100.000 περίπου ἄτομα. Ὁ Πρόεδρος Ἀϊζενχάουερ, ἀπαντῶν εἰς τὴν προσφώνησιν τοῦ Κυβερνήτου τῆς Πολιτείας, ἐτόνισεν ὅτι αἱ ἐπισκέψεις τοῦ εἰς τὰς Φιλιππίνας, τὴν Φορμόζαν καὶ τὴν Κορέαν συνετέλεσαν εἰς τὴν καλυτέραν κατανόησιν τῆς Ἀμερικανικῆς πολιτικῆς παρὰ τῶν λαῶν τῆς περιοχῆς. Τὸ ταξίδιον εἰς Ἰαπωνίαν ἐματαιώθη συνεπείᾳ τῶν ἐπεισοδίων καὶ ἐσημειώθησαν εἰς τὸ Τόκιο.	[436, 284, 794, 639]
list-item: Φιάλαι τύπου Κρόουν Τεμ. 797.	[927, 1711, 1144, 1727]
grain-row: Βῖ ος » 2,30	[300, 2013, 383, 2030]
headline: Ο ΙΝΔΟΣ ΠΡΟΕΔΡΟΣ ΕΙΣ ΤΗΝ ΜΟΣΧΑΝ	[714, 1377, 912, 1414]
headline: Η ΔΙΕΘΝΗΣ ΚΑΤΑΣΤΑΣΙΣ ΔΕΝ ΜΕΤΕΒΛΗΘΗ ΤΟΝΙΖΕΙ Ο ΥΠΟΥΡΓΟΣ ΕΞΩΤΕΡΙΚΩΝ ΤΩΝ ΗΠΑ	[1167, 82, 1535, 233]
headline: Ο ΠΑΤΕΡΣΟΝ ΕΝΙΚΗΣΕ ΤΟΝ ΣΟΥΗΔΟΝ ΓΙΟΧΑΝΣΟΝ	[1366, 1447, 1500, 1520]
subheadline: ΑΠΑΓΟΡΕΥΣΙΣ Η ΑΦΙΞΙΣ ΣΟΒΙΕΤΙΚΗΣ ΟΜΑΔΟΣ	[85, 266, 374, 279]
article-cyprus	[39, 84, 421, 517]
article-body: Ὑπὸ ὀργάνων τοῦ Α᾽ Ἀστυνομικοῦ τμήματος Ἡρακλείου συνελήφθη χθὲς ὁ Ἐμμανουὴλ Μ. 14 ἐτῶν, μαθητής, διότι ἀφῄρεσε ἐκ τοῦ καταστήματος ὑφασμάτων τὸ ποσὸν τῶν 250 δραχμῶν. Ὁ δράστης συλληφθεὶς ὡμολόγησε τὴν πρᾶξιν του.	[927, 1142, 1148, 1300]
headline: Η ΕΝΙΣΧΥΣΙΣ ΤΩΝ ΠΑΝΤΟΙΩΝ ΠΑΡΑΓΩΓΩΝ	[296, 2073, 419, 2163]
article-text: Ὁ Πρεσβευτὴς τῆς Ἀργεντινῆς εἰς τὸ Ἰσραὴλ κ. Γκάρθια Ἀρίας κληθεὶς ὑπὸ τῆς κυβερνήσεως του συνεπείᾳ τοῦ ζητήματος τοῦ Αἴχμαν ἀφίκετο σήμερον εἰς Μπουένος Ἄϋρες. Προτοῦ φθάσῃ εἰς τὴν πρωτεύουσαν τῆς Ἀργεντινῆς ὁ κ. Γκάρθια Ἀρίας ἐγένετο δεκτὸς εἰς Ρώμην ὑπὸ τοῦ Ἀργεντινοῦ Ὑπουργοῦ τῶν Ἐξωτερικῶν, ὁ ὁποῖος συνοδεύει τὸν Πρόεδρον Φροντιζὶ εἰς τὸ ἀνὰ τὴν Εὐρώπην ταξίδιόν του, εἰς δὲ τὴν Ν. Ὑόρκη συνηντήθη μὲ τὸν ἀντιπρόσωπον τῆς Ἀργεντινῆς παρὰ τῷ ΟΗΕ.	[45, 988, 414, 1201]
article-khrushchev	[1163, 491, 1539, 873]
article-paterson	[1327, 1441, 1539, 1862]
divider	[1167, 484, 1535, 486]
divider	[42, 525, 417, 527]
article-market	[39, 1933, 294, 2380]
dateline: ΛΟΝΔΙΝΟΝ 21.—	[282, 1301, 414, 1318]
dateline: ΛΟΝΔΙΝΟΝ 21.—	[436, 284, 580, 300]
article-body: Ἀνακοινοῦται ὅτι αἱ Εἰσιτήριοι Ἐξετάσεις εἰς τὴν Σχολὴν Μέσης Ἐκπαιδεύσεως Ἡρακλείου θὰ διεξαχθοῦν τὴν 1ην Ἰουλίου. Αἱ αἰτήσεις θὰ ὑποβάλλονται εἰς τὸ Γραφεῖον τῆς Σχολῆς ἀπὸ σήμερον.	[927, 2058, 1148, 2181]
article-israel	[39, 881, 421, 1203]
dateline: ΑΘΗΝΑΙ 21.—	[45, 988, 180, 1005]
center-bottom-row	[430, 1370, 920, 1581]
right-column	[1163, 76, 1539, 2154]
